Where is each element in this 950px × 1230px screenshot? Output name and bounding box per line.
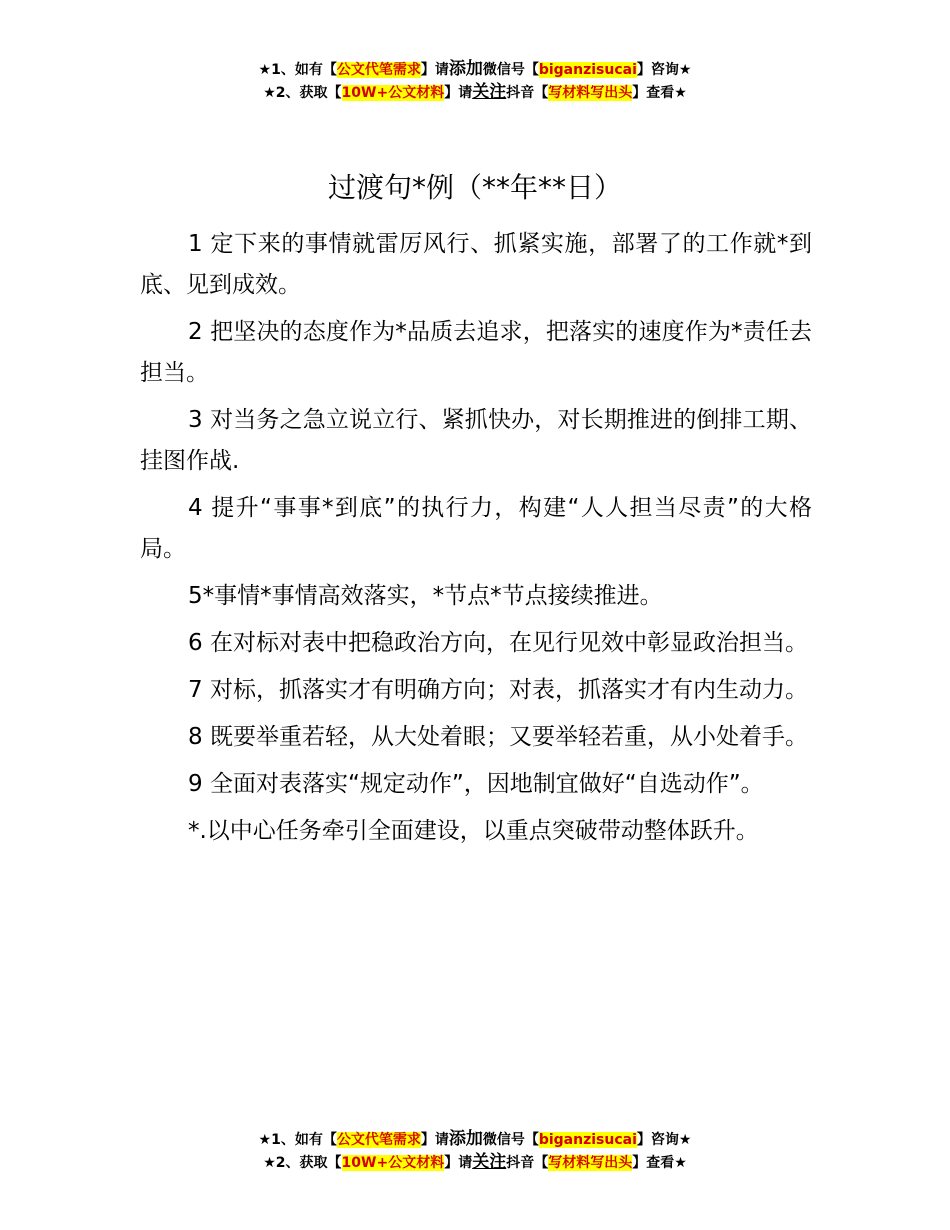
highlight-douyin-account: 写材料写出头 bbox=[548, 85, 633, 101]
header-line-1: ★1、如有【公文代笔需求】请添加微信号【biganzisucai】咨询★ bbox=[258, 59, 692, 79]
star-icon: ★ bbox=[258, 1132, 272, 1148]
highlight-materials: 10W+公文材料 bbox=[341, 1155, 445, 1171]
star-icon: ★ bbox=[263, 1155, 276, 1171]
footer-line-2: ★2、获取【10W+公文材料】请关注抖音【写材料写出头】查看★ bbox=[263, 1152, 687, 1172]
paragraph: 8 既要举重若轻，从大处着眼；又要举轻若重，从小处着手。 bbox=[188, 724, 808, 750]
star-icon: ★ bbox=[674, 85, 687, 101]
page-title: 过渡句*例（**年**日） bbox=[327, 171, 622, 204]
highlight-wechat-id: biganzisucai bbox=[538, 1132, 637, 1148]
paragraph: *.以中心任务牵引全面建设，以重点突破带动整体跃升。 bbox=[188, 818, 759, 844]
header-line-2: ★2、获取【10W+公文材料】请关注抖音【写材料写出头】查看★ bbox=[263, 82, 687, 102]
star-icon: ★ bbox=[258, 62, 272, 78]
document-body bbox=[140, 224, 812, 858]
paragraph: 3 对当务之急立说立行、紧抓快办，对长期推进的倒排工期、挂图作战. bbox=[140, 407, 812, 474]
star-icon: ★ bbox=[678, 62, 692, 78]
star-icon: ★ bbox=[674, 1155, 687, 1171]
highlight-materials: 10W+公文材料 bbox=[341, 85, 445, 101]
star-icon: ★ bbox=[263, 85, 276, 101]
star-icon: ★ bbox=[678, 1132, 692, 1148]
highlight-service: 公文代笔需求 bbox=[336, 62, 421, 78]
paragraph: 7 对标，抓落实才有明确方向；对表，抓落实才有内生动力。 bbox=[188, 677, 808, 703]
highlight-douyin-account: 写材料写出头 bbox=[548, 1155, 633, 1171]
highlight-service: 公文代笔需求 bbox=[336, 1132, 421, 1148]
highlight-wechat-id: biganzisucai bbox=[538, 62, 637, 78]
header-banner bbox=[0, 58, 950, 104]
paragraph: 6 在对标对表中把稳政治方向，在见行见效中彰显政治担当。 bbox=[188, 630, 808, 656]
footer-banner bbox=[0, 1128, 950, 1174]
paragraph: 9 全面对表落实“规定动作”，因地制宜做好“自选动作”。 bbox=[188, 771, 764, 797]
paragraph: 5*事情*事情高效落实，*节点*节点接续推进。 bbox=[188, 583, 663, 609]
footer-line-1: ★1、如有【公文代笔需求】请添加微信号【biganzisucai】咨询★ bbox=[258, 1129, 692, 1149]
paragraph: 4 提升“事事*到底”的执行力，构建“人人担当尽责”的大格局。 bbox=[140, 495, 812, 562]
paragraph: 1 定下来的事情就雷厉风行、抓紧实施，部署了的工作就*到底、见到成效。 bbox=[140, 231, 812, 298]
paragraph: 2 把坚决的态度作为*品质去追求，把落实的速度作为*责任去担当。 bbox=[140, 319, 812, 386]
